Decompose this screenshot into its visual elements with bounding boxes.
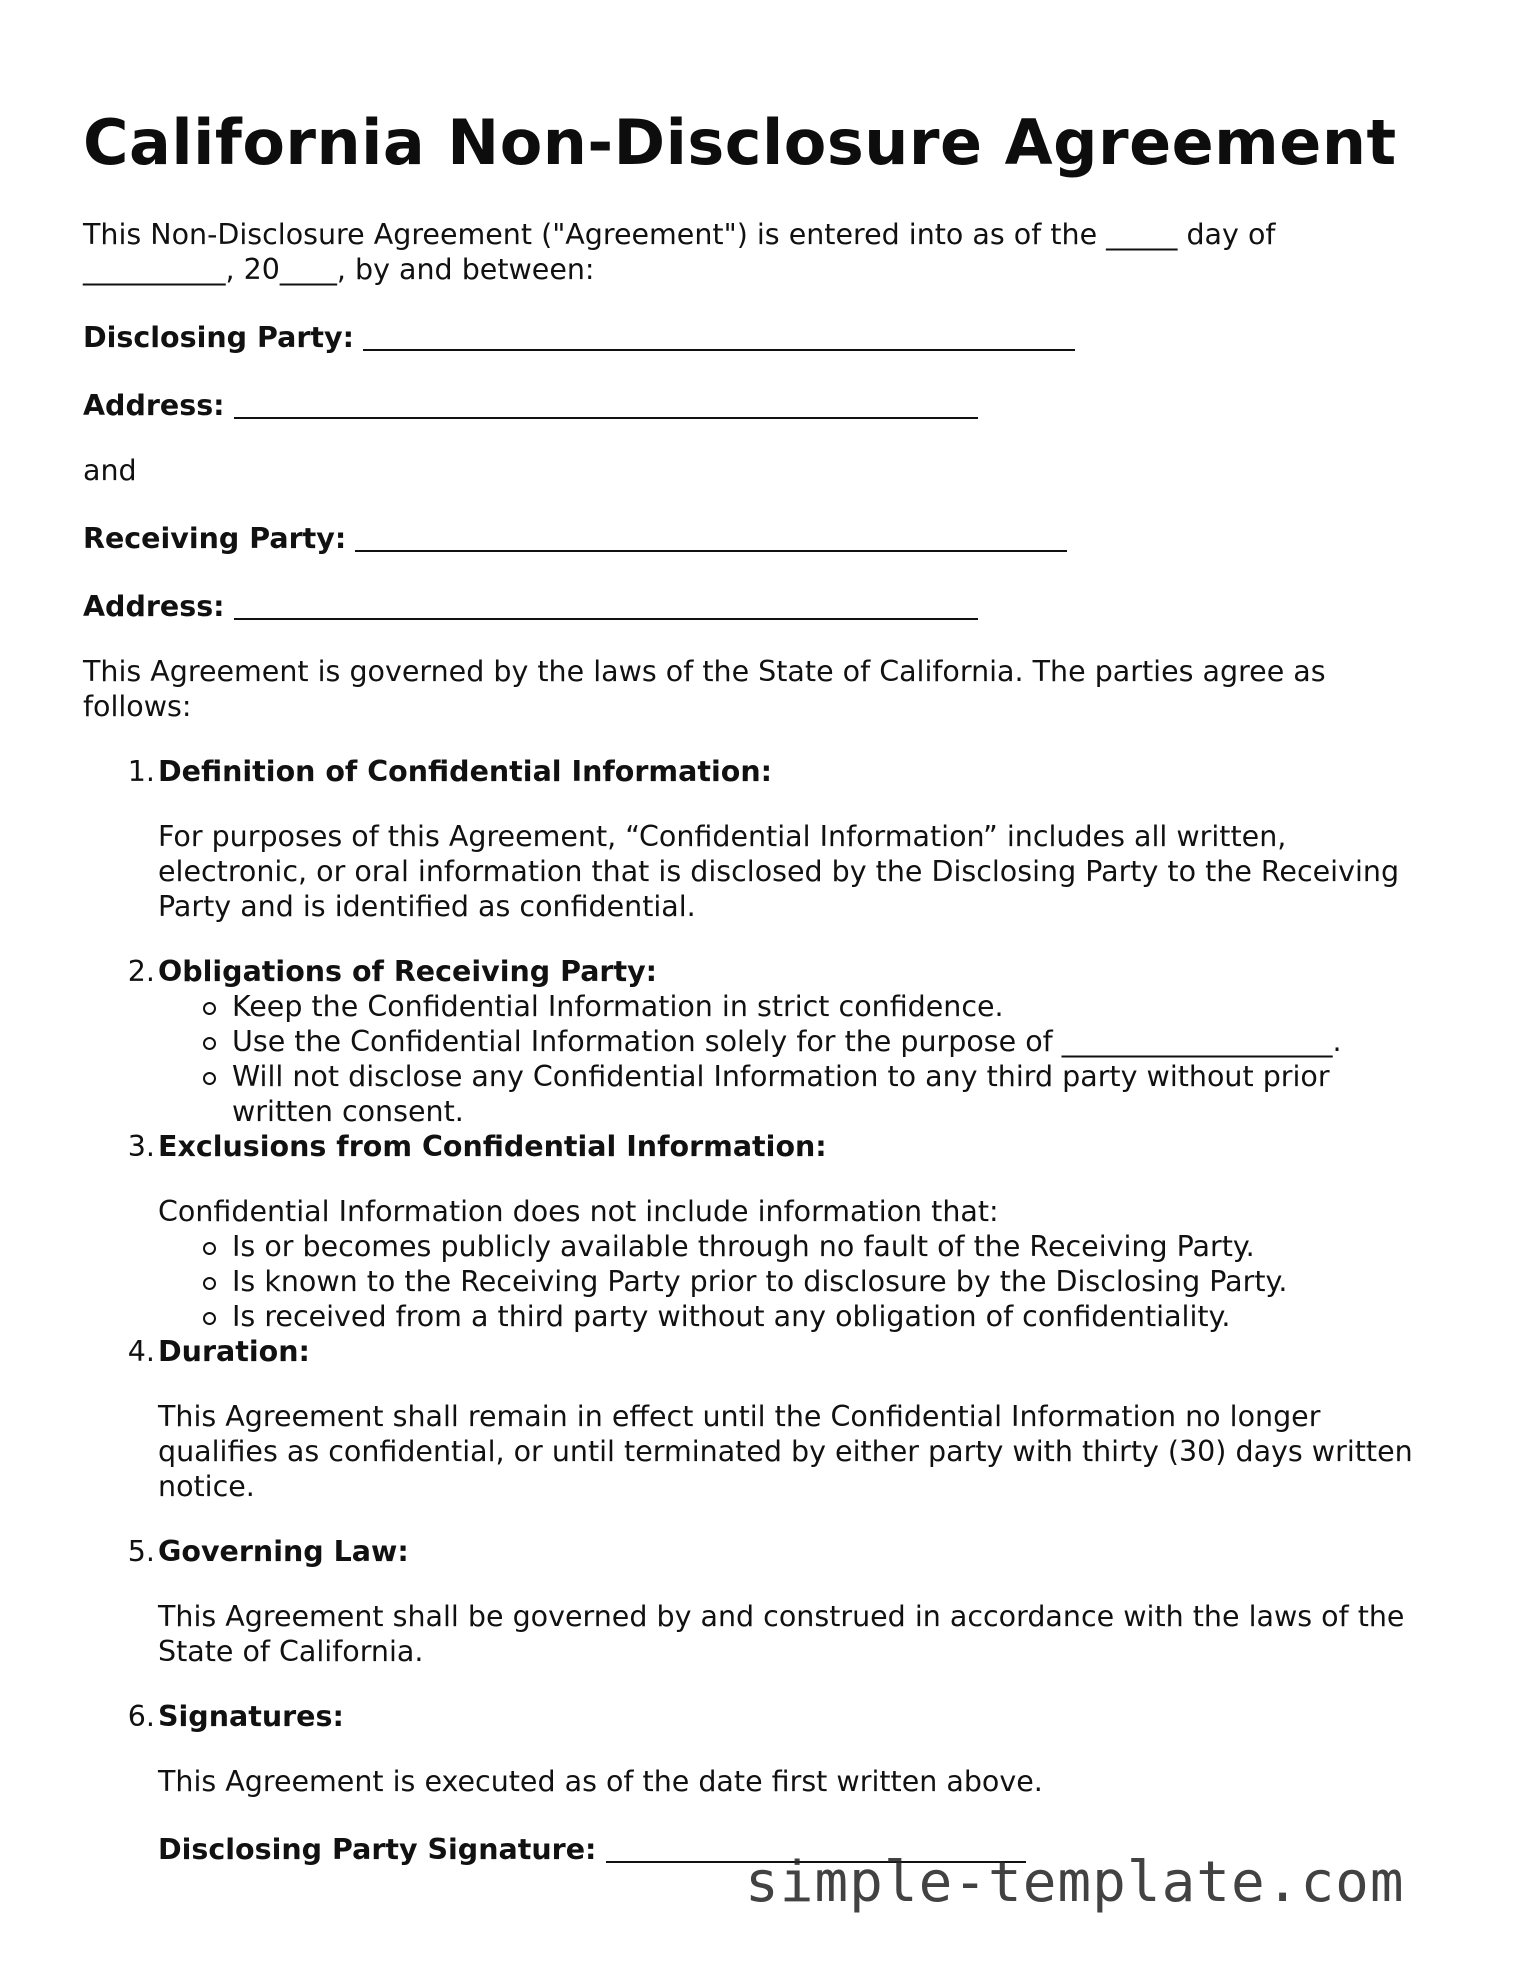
section-number: 4. [127, 1335, 155, 1368]
receiving-address-blank[interactable] [234, 590, 978, 620]
disclosing-party-field [83, 317, 1413, 355]
section-title: Duration: [158, 1335, 310, 1368]
disclosing-party-label: Disclosing Party: [83, 321, 354, 354]
governing-intro: This Agreement is governed by the laws of the State of California. The parties agree as follows: [83, 655, 1326, 723]
section-number: 2. [127, 955, 155, 988]
section-signatures [83, 1699, 1413, 1867]
section-title: Obligations of Receiving Party: [158, 955, 658, 988]
section-number: 3. [127, 1130, 155, 1163]
disclosing-address-field [83, 385, 1413, 423]
intro-line-1: This Non-Disclosure Agreement ("Agreement") is entered into as of the _____ day of [83, 218, 1276, 251]
disclosing-address-label: Address: [83, 389, 225, 422]
list-item: Will not disclose any Confidential Information to any third party without prior written consent. [158, 1059, 1413, 1129]
list-item: Is received from a third party without any obligation of confidentiality. [158, 1299, 1413, 1334]
sections-list [83, 754, 1413, 1867]
section-obligations [83, 954, 1413, 1129]
document-page [83, 105, 1413, 1897]
section-body: This Agreement shall be governed by and construed in accordance with the laws of the State of California. [158, 1600, 1405, 1668]
section-body: Confidential Information does not include information that: [158, 1195, 999, 1228]
section-title: Signatures: [158, 1700, 344, 1733]
section-number: 5. [127, 1535, 155, 1568]
section-number: 1. [127, 755, 155, 788]
section-body: This Agreement is executed as of the date first written above. [158, 1765, 1043, 1798]
section-duration [83, 1334, 1413, 1504]
signature-label: Disclosing Party Signature: [158, 1833, 597, 1866]
and-text: and [83, 454, 137, 487]
list-item: Use the Confidential Information solely for the purpose of ___________________. [158, 1024, 1413, 1059]
exclusions-list [158, 1229, 1413, 1334]
section-body: For purposes of this Agreement, “Confidential Information” includes all written, electronic, or oral information that is disclosed by the Disclosing Party to the Receiving Party and is identified as confidential. [158, 820, 1400, 923]
intro-paragraph [83, 217, 1413, 287]
document-title: California Non-Disclosure Agreement [83, 106, 1397, 179]
list-item: Is or becomes publicly available through no fault of the Receiving Party. [158, 1229, 1413, 1264]
section-title: Governing Law: [158, 1535, 409, 1568]
list-item: Keep the Confidential Information in strict confidence. [158, 989, 1413, 1024]
receiving-party-label: Receiving Party: [83, 522, 347, 555]
section-definition [83, 754, 1413, 924]
receiving-address-label: Address: [83, 590, 225, 623]
section-exclusions [83, 1129, 1413, 1334]
section-title: Exclusions from Confidential Information: [158, 1130, 827, 1163]
section-governing-law [83, 1534, 1413, 1669]
watermark-text: simple-template.com [745, 1850, 1405, 1915]
disclosing-address-blank[interactable] [234, 389, 978, 419]
receiving-address-field [83, 586, 1413, 624]
section-number: 6. [127, 1700, 155, 1733]
section-title: Definition of Confidential Information: [158, 755, 773, 788]
intro-line-2: __________, 20____, by and between: [83, 253, 595, 286]
list-item: Is known to the Receiving Party prior to disclosure by the Disclosing Party. [158, 1264, 1413, 1299]
receiving-party-blank[interactable] [355, 522, 1067, 552]
obligations-list [158, 989, 1413, 1129]
section-body: This Agreement shall remain in effect until the Confidential Information no longer qualifies as confidential, or until terminated by either party with thirty (30) days written notice. [158, 1400, 1413, 1503]
receiving-party-field [83, 518, 1413, 556]
disclosing-party-blank[interactable] [363, 321, 1075, 351]
